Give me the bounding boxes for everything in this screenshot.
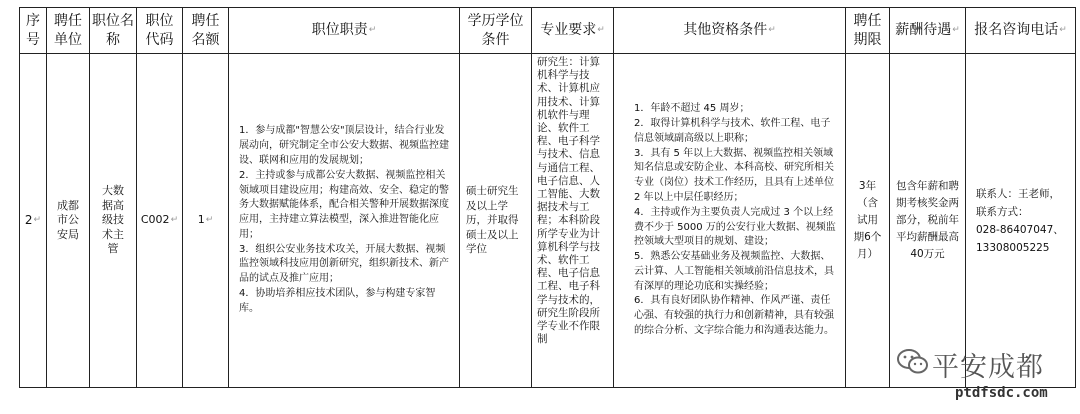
cell-quota: 1 ↵	[197, 213, 214, 227]
position-table	[19, 7, 1076, 388]
header-contact: 报名咨询电话 ↵	[974, 22, 1067, 38]
header-duties: 职位职责 ↵	[311, 22, 377, 38]
cell-term: 3年（含试用期6个月）	[853, 180, 882, 260]
cell-unit: 成都市公安局	[57, 198, 79, 241]
cell-seq: 2 ↵	[24, 213, 42, 228]
cell-position-name: 大数据高级技术主管	[102, 184, 124, 256]
cell-duties: 1．参与成都"智慧公安"顶层设计，结合行业发展动向，研究制定全市公安大数据、视频监控建设、联网和应用的发展规划； 2．主持或参与成都公安大数据、视频监控相关领域项目建设应用；构建高效、安全、稳定的警务大数据赋能体系，配合相关警种开展数据深度应用，主持建立算法模型，深入推进智能化应用； 3．组织公安业务技术攻关，开展大数据、视频监控领域科技应用创新研究，组织新技术、新产品的试点及推广应用； 4．协助培养相应技术团队，参与构建专家智库。	[239, 125, 449, 314]
watermark-title: 平安成都	[932, 352, 1044, 383]
header-major: 专业要求 ↵	[540, 22, 605, 38]
cell-position-code: C002 ↵	[140, 213, 179, 227]
header-position-name: 职位名称	[92, 12, 134, 48]
cell-education: 硕士研究生及以上学历，并取得硕士及以上学位	[466, 185, 519, 256]
watermark-url: ptdfsdc.com	[955, 385, 1048, 401]
header-quota: 聘任名额	[191, 12, 220, 48]
header-salary: 薪酬待遇 ↵	[895, 22, 960, 38]
header-unit: 聘任单位	[54, 12, 82, 48]
cell-contact: 联系人：王老师， 联系方式： 028-86407047、13308005225	[976, 187, 1064, 254]
cell-major: 研究生：计算机科学与技术、计算机应用技术、计算机软件与理论、软件工程、电子科学与技术、信息与通信工程、电子信息、人工智能、大数据技术与工程；本科阶段所学专业为计算机科学与技术、软件工程、电子信息工程、电子科学与技术的，研究生阶段所学专业不作限制	[537, 56, 600, 346]
header-term: 聘任期限	[853, 12, 882, 48]
cell-other: 1．年龄不超过 45 周岁； 2．取得计算机科学与技术、软件工程、电子信息领域副高级以上职称； 3．具有 5 年以上大数据、视频监控相关领域知名信息或安防企业、本科高校、研究所相关专业（岗位）技术工作经历，且具有上述单位 2 年以上中层任职经历； 4．主持或作为主要负责人完成过 3 个以上经费不少于 5000 万的公安行业大数据、视频监控领域大型项目的规划、建设； 5．熟悉公安基础业务及视频监控、大数据、云计算、人工智能相关领域前沿信息技术，具有深厚的理论功底和实操经验； 6．具有良好团队协作精神、作风严谨、责任心强、有较强的执行力和创新精神，具有较强的综合分析、文字综合能力和沟通表达能力。	[634, 103, 836, 337]
wechat-icon	[896, 348, 930, 380]
header-education: 学历学位条件	[467, 12, 524, 48]
header-seq: 序号	[26, 12, 40, 48]
header-other: 其他资格条件 ↵	[683, 22, 776, 38]
header-position-code: 职位代码	[145, 12, 174, 48]
cell-salary: 包含年薪和聘期考核奖金两部分，税前年平均薪酬最高40万元	[896, 180, 959, 260]
